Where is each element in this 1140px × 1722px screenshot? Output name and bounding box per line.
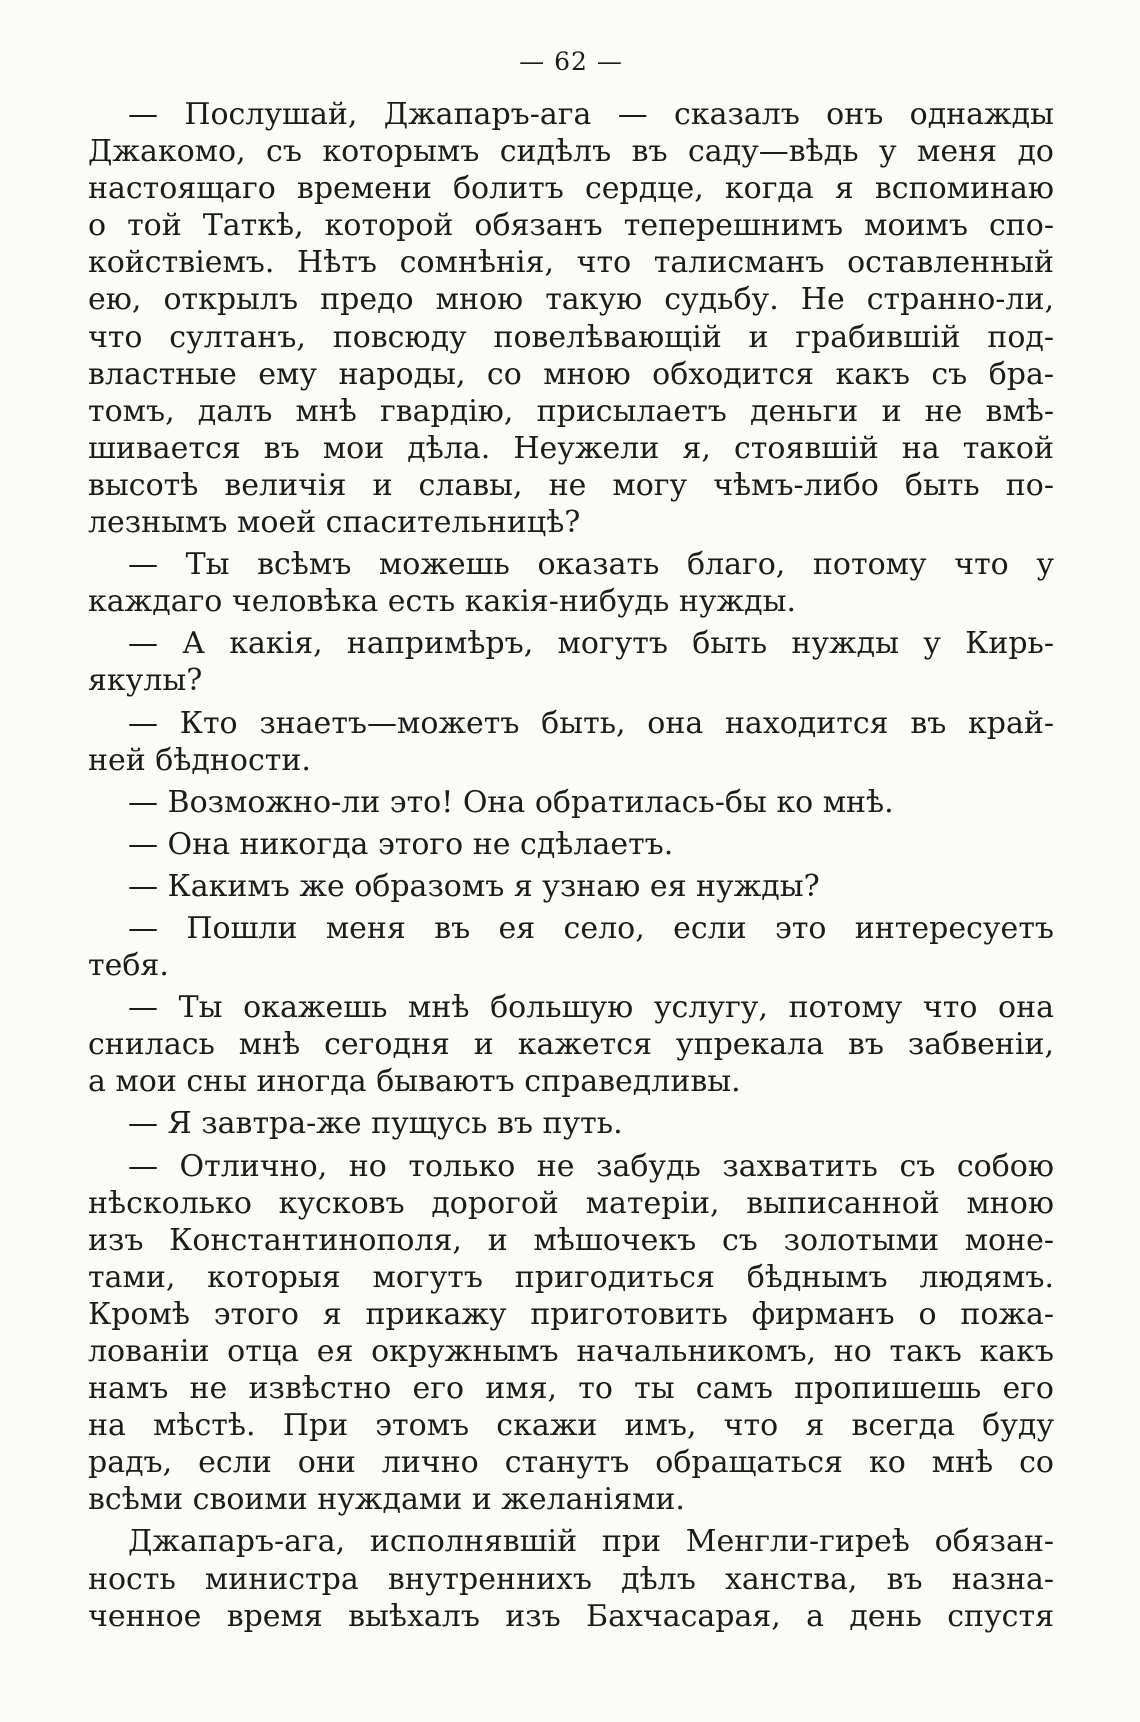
text-line: — Отлично, но только не забудь захватить съ собою: [128, 1148, 1054, 1184]
text-line: — Кто знаетъ—можетъ быть, она находится въ край-: [128, 705, 1054, 741]
paragraph: [88, 1105, 1054, 1142]
text-line: ею, открылъ предо мною такую судьбу. Не странно-ли,: [88, 282, 1054, 318]
text-line: тебя.: [88, 948, 169, 984]
text-line: Джакомо, съ которымъ сидѣлъ въ саду—вѣдь у меня до: [88, 134, 1054, 170]
text-line: — Она никогда этого не сдѣлаетъ.: [128, 826, 674, 862]
text-line: — Ты окажешь мнѣ большую услугу, потому что она: [128, 990, 1054, 1026]
text-line: что султанъ, повсюду повелѣвающій и грабившій под-: [88, 319, 1054, 355]
text-line: ней бѣдности.: [88, 742, 311, 778]
text-line: Джапаръ-ага, исполнявшій при Менгли-гиреѣ обязан-: [128, 1524, 1054, 1560]
text-line: койствіемъ. Нѣтъ сомнѣнія, что талисманъ оставленный: [88, 245, 1054, 281]
paragraph: [88, 546, 1054, 620]
paragraph: [88, 910, 1054, 984]
text-line: ность министра внутреннихъ дѣлъ ханства, въ назна-: [88, 1561, 1054, 1597]
paragraph: [88, 868, 1054, 905]
text-line: снилась мнѣ сегодня и кажется упрекала въ забвеніи,: [88, 1027, 1054, 1063]
text-line: а мои сны иногда бываютъ справедливы.: [88, 1064, 741, 1100]
text-line: нѣсколько кусковъ дорогой матеріи, выписанной мною: [88, 1185, 1054, 1221]
paragraph: [88, 989, 1054, 1100]
text-line: настоящаго времени болитъ сердце, когда я вспоминаю: [88, 171, 1054, 207]
text-line: — Возможно-ли это! Она обратилась-бы ко мнѣ.: [128, 784, 894, 820]
text-line: — Послушай, Джапаръ-ага — сказалъ онъ однажды: [128, 97, 1054, 132]
paragraph: [88, 784, 1054, 821]
text-line: — Я завтра-же пущусь въ путь.: [128, 1106, 623, 1142]
text-line: шивается въ мои дѣла. Неужели я, стоявшій на такой: [88, 430, 1054, 466]
paragraph: [88, 625, 1054, 699]
text-line: на мѣстѣ. При этомъ скажи имъ, что я всегда буду: [88, 1408, 1054, 1444]
text-line: лезнымъ моей спасительницѣ?: [88, 505, 581, 541]
paragraph: [88, 826, 1054, 863]
text-line: каждаго человѣка есть какія-нибудь нужды.: [88, 584, 797, 620]
text-line: высотѣ величія и славы, не могу чѣмъ-либо быть по-: [88, 467, 1054, 503]
text-line: всѣми своими нуждами и желаніями.: [88, 1482, 685, 1518]
page-number: — 62 —: [519, 47, 623, 76]
text-line: ченное время выѣхалъ изъ Бахчасарая, а день спустя: [88, 1598, 1054, 1634]
paragraph: [88, 96, 1054, 541]
text-line: — А какія, напримѣръ, могутъ быть нужды у Кирь-: [128, 626, 1054, 662]
text-line: томъ, далъ мнѣ гвардію, присылаетъ деньги и не вмѣ-: [88, 393, 1054, 429]
text-body: [88, 96, 1054, 1635]
text-line: о той Таткѣ, которой обязанъ теперешнимъ моимъ спо-: [88, 208, 1054, 244]
text-line: якулы?: [88, 663, 203, 699]
text-line: намъ не извѣстно его имя, то ты самъ пропишешь его: [88, 1371, 1054, 1407]
text-line: изъ Константинополя, и мѣшочекъ съ золотыми моне-: [88, 1222, 1054, 1258]
book-page: [88, 42, 1054, 1635]
paragraph: [88, 705, 1054, 779]
text-line: лованіи отца ея окружнымъ начальникомъ, но такъ какъ: [88, 1334, 1054, 1369]
text-line: Кромѣ этого я прикажу приготовить фирманъ о пожа-: [88, 1296, 1054, 1332]
text-line: радъ, если они лично станутъ обращаться ко мнѣ со: [88, 1445, 1054, 1481]
text-line: — Пошли меня въ ея село, если это интересуетъ: [128, 910, 1054, 946]
paragraph: [88, 1523, 1054, 1634]
text-line: тами, которыя могутъ пригодиться бѣднымъ людямъ.: [88, 1259, 1054, 1295]
paragraph: [88, 1148, 1054, 1519]
text-line: властные ему народы, со мною обходится какъ съ бра-: [88, 356, 1054, 392]
text-line: — Какимъ же образомъ я узнаю ея нужды?: [128, 868, 820, 904]
text-line: — Ты всѣмъ можешь оказать благо, потому что у: [128, 547, 1054, 583]
